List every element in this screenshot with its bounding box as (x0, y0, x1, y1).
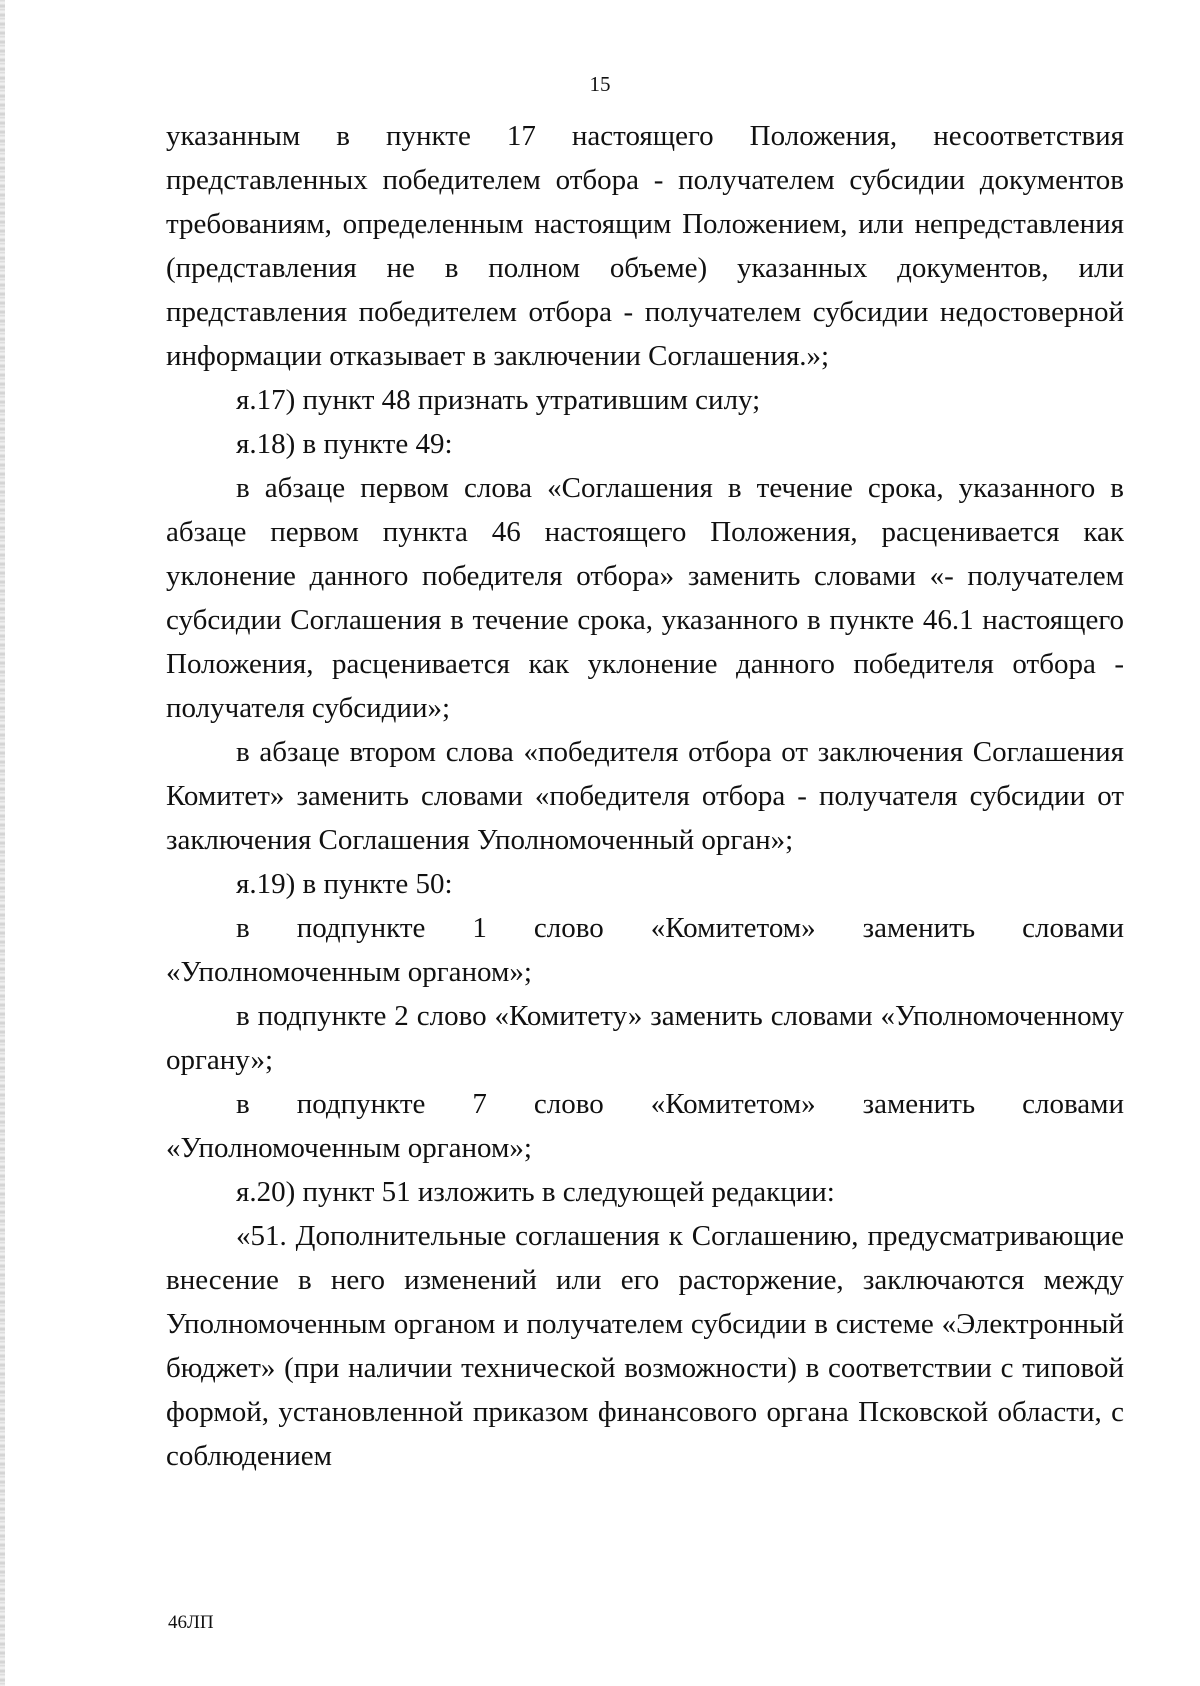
paragraph-continuation: указанным в пункте 17 настоящего Положения, несоответствия представленных победителем отбора - получателем субсидии документов требованиям, определенным настоящим Положением, или непредставления (представления не в полном объеме) указанных документов, или представления победителем отбора - получателем субсидии недостоверной информации отказывает в заключении Соглашения.»; (166, 120, 1124, 372)
paragraph-point-51-text: «51. Дополнительные соглашения к Соглашению, предусматривающие внесение в него изменений или его расторжение, заключаются между Уполномоченным органом и получателем субсидии в системе «Электронный бюджет» (при наличии технической возможности) в соответствии с типовой формой, установленной приказом финансового органа Псковской области, с соблюдением (166, 1220, 1124, 1472)
paragraph-item-18: я.18) в пункте 49: (236, 428, 453, 460)
paragraph-item-18-first-abzac: в абзаце первом слова «Соглашения в течение срока, указанного в абзаце первом пункта 46 настоящего Положения, расценивается как уклонение данного победителя отбора» заменить словами «- получателем субсидии Соглашения в течение срока, указанного в пункте 46.1 настоящего Положения, расценивается как уклонение данного победителя отбора - получателя субсидии»; (166, 472, 1124, 724)
page-number: 15 (589, 72, 611, 96)
document-body (166, 114, 1124, 1478)
document-code: 46ЛП (168, 1612, 214, 1633)
paragraph-item-19: я.19) в пункте 50: (236, 868, 453, 900)
scan-edge (0, 0, 5, 1686)
paragraph-item-18-second-abzac: в абзаце втором слова «победителя отбора от заключения Соглашения Комитет» заменить словами «победителя отбора - получателя субсидии от заключения Соглашения Уполномоченный орган»; (166, 736, 1124, 856)
paragraph-item-20: я.20) пункт 51 изложить в следующей редакции: (236, 1176, 835, 1208)
paragraph-item-19-subpoint-1: в подпункте 1 слово «Комитетом» заменить словами «Уполномоченным органом»; (166, 912, 1124, 988)
paragraph-item-17: я.17) пункт 48 признать утратившим силу; (236, 384, 761, 416)
paragraph-item-19-subpoint-2: в подпункте 2 слово «Комитету» заменить словами «Уполномоченному органу»; (166, 1000, 1124, 1076)
paragraph-item-19-subpoint-7: в подпункте 7 слово «Комитетом» заменить словами «Уполномоченным органом»; (166, 1088, 1124, 1164)
